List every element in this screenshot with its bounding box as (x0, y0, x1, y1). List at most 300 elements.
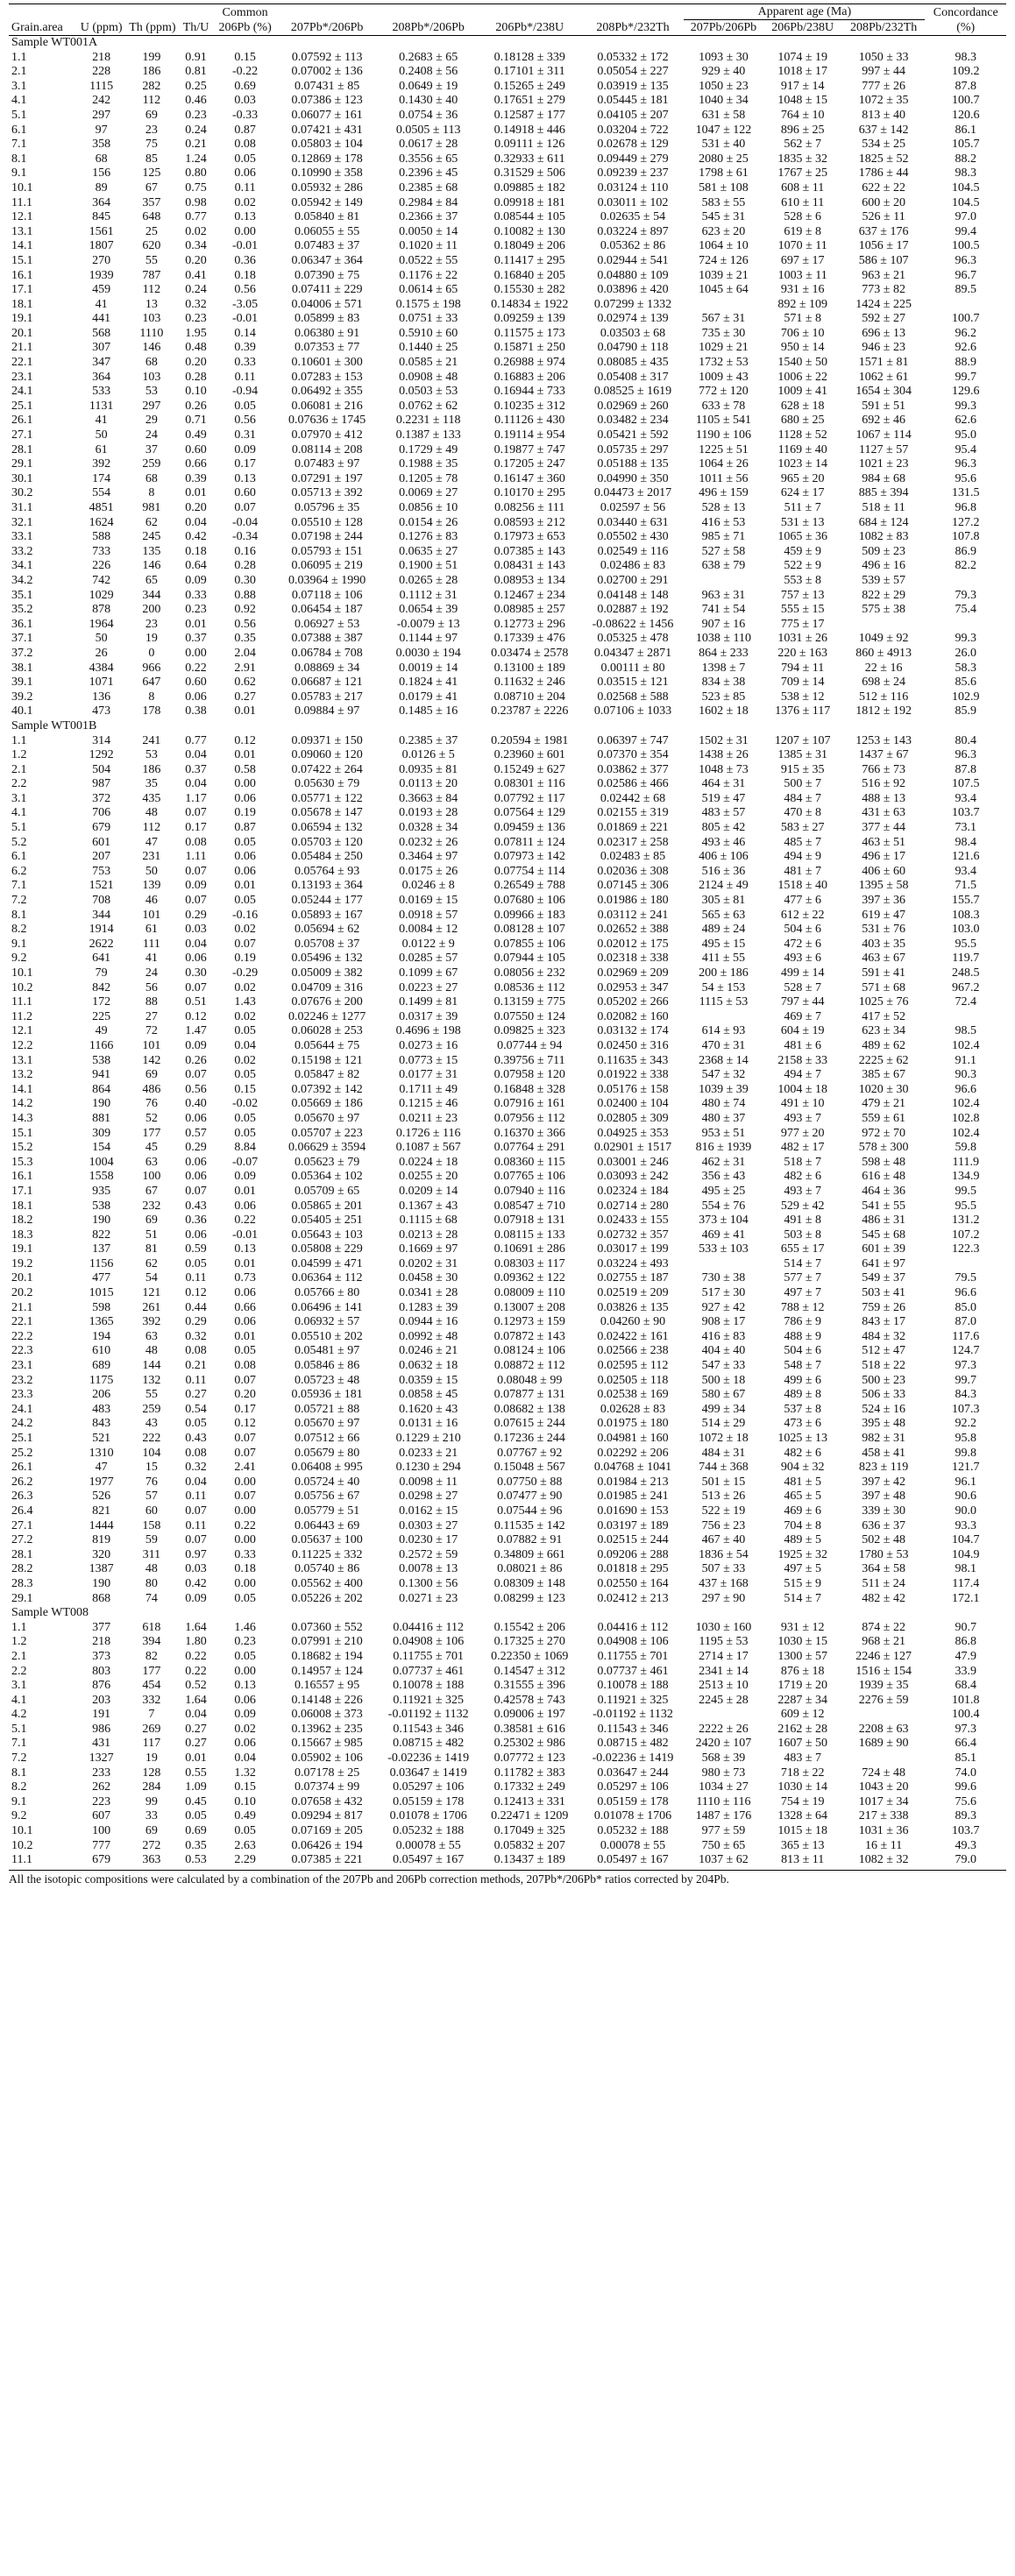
table-cell: 0.05679 ± 80 (295, 1446, 360, 1460)
table-cell: 0.56 (234, 283, 256, 297)
table-cell: 0.1144 ± 97 (399, 632, 458, 646)
table-cell: 495 ± 15 (701, 937, 746, 951)
table-cell: 0.01975 ± 180 (597, 1417, 669, 1431)
table-cell: 0.07550 ± 124 (493, 1009, 565, 1023)
table-cell: 0.02412 ± 213 (597, 1591, 669, 1605)
table-cell: 0.15530 ± 282 (493, 283, 565, 297)
table-cell: 539 ± 57 (862, 573, 905, 587)
table-cell: 494 ± 9 (784, 850, 822, 864)
table-cell: 1048 ± 73 (699, 762, 749, 776)
table-cell: 568 (92, 326, 111, 340)
table-cell: 103.7 (951, 1824, 980, 1838)
table-cell: 538 (92, 1053, 111, 1067)
table-cell: 96.3 (955, 253, 976, 267)
table-cell: 459 (92, 283, 111, 297)
table-cell: 0.05779 ± 51 (295, 1504, 360, 1518)
table-cell: 8 (148, 486, 155, 500)
table-cell: 0.09294 ± 817 (291, 1809, 363, 1823)
table-cell: 512 ± 47 (862, 1344, 905, 1358)
table-cell: 23.1 (11, 1359, 33, 1373)
table-cell: 0.1499 ± 81 (399, 995, 458, 1009)
table-cell: 1064 ± 26 (699, 457, 749, 471)
table-cell: 102.4 (951, 1097, 980, 1111)
table-cell: 14.3 (11, 1111, 33, 1125)
table-cell: 0.07483 ± 37 (295, 239, 360, 253)
table-cell: 1029 (89, 588, 114, 602)
table-cell: 0.05054 ± 227 (597, 65, 669, 79)
table-cell: 112 (142, 821, 161, 835)
table-cell: 0.29 (185, 1141, 207, 1155)
table-cell: 591 ± 51 (862, 399, 905, 413)
table-cell: 34.1 (11, 559, 33, 573)
table-cell: 0.1300 ± 56 (399, 1576, 458, 1590)
table-cell: 0.05 (234, 1649, 256, 1663)
table-cell: 0.13 (234, 471, 256, 485)
table-cell: 1977 (89, 1475, 114, 1489)
table-cell: 0.2683 ± 65 (399, 50, 458, 64)
table-cell: 950 ± 14 (780, 341, 825, 355)
table-cell: 0.04416 ± 112 (393, 1620, 465, 1634)
table-cell: 10.2 (11, 1838, 33, 1852)
table-cell: 117.4 (952, 1576, 980, 1590)
table-cell: 96.3 (955, 748, 976, 762)
sample-header-row (9, 36, 1006, 51)
table-row (9, 1635, 1006, 1650)
table-cell: 0.06492 ± 355 (291, 385, 363, 399)
table-cell: 0.05421 ± 592 (597, 428, 669, 442)
table-cell: 0.05159 ± 178 (597, 1794, 669, 1808)
table-cell: 142 (142, 1053, 161, 1067)
table-row (9, 909, 1006, 924)
table-cell: 231 (142, 850, 161, 864)
table-cell: 735 ± 30 (701, 326, 746, 340)
table-row (9, 1665, 1006, 1680)
table-cell: 0.1215 ± 46 (399, 1097, 458, 1111)
table-cell: 0.06 (185, 1228, 207, 1242)
table-row (9, 748, 1006, 763)
table-cell: 1502 ± 31 (699, 733, 749, 747)
table-cell: 0.02246 ± 1277 (288, 1009, 366, 1023)
table-row (9, 1548, 1006, 1563)
table-cell: 0.0992 ± 48 (399, 1329, 458, 1343)
table-cell: 17.1 (11, 1184, 33, 1198)
table-cell: 356 ± 43 (701, 1170, 746, 1184)
table-cell: 0.04 (185, 748, 207, 762)
table-row (9, 879, 1006, 894)
table-cell: 0.09 (185, 879, 207, 893)
table-cell: 0.05721 ± 88 (295, 1402, 360, 1416)
table-cell: 85 (145, 152, 158, 166)
table-cell: 48 (145, 1344, 158, 1358)
table-cell: 499 ± 34 (701, 1402, 746, 1416)
table-cell: 0.62 (234, 676, 256, 690)
table-cell: 2.1 (11, 1649, 27, 1663)
table-row (9, 1286, 1006, 1301)
table-cell: 704 ± 8 (784, 1518, 822, 1532)
table-cell: 8 (148, 690, 155, 704)
table-cell: 0.07421 ± 431 (291, 123, 363, 137)
table-cell: 0.16370 ± 366 (493, 1126, 565, 1140)
table-cell: 0.07 (185, 806, 207, 820)
table-cell: 97 (95, 123, 108, 137)
table-cell: 931 ± 12 (780, 1620, 825, 1634)
table-cell: 0.05244 ± 177 (291, 894, 363, 908)
table-cell: 0.77 (185, 733, 207, 747)
table-cell: 0.75 (185, 180, 207, 195)
table-cell: 483 ± 7 (784, 1752, 822, 1766)
table-cell: 46 (145, 894, 158, 908)
table-cell: 104.9 (951, 1547, 980, 1561)
table-cell: 14.1 (11, 1082, 33, 1096)
table-cell: 309 (92, 1126, 111, 1140)
table-cell: 61 (95, 442, 108, 456)
table-cell: 491 ± 10 (780, 1097, 825, 1111)
table-cell: 103 (142, 312, 161, 326)
table-cell: 0.0617 ± 28 (399, 138, 458, 152)
table-cell: 0.13100 ± 189 (493, 661, 565, 675)
table-cell: 692 ± 46 (862, 414, 905, 428)
table-cell: 482 ± 17 (780, 1141, 825, 1155)
table-cell: 554 ± 76 (701, 1199, 746, 1213)
table-cell: 0.04006 ± 571 (291, 297, 363, 311)
table-cell: 0.1575 ± 198 (395, 297, 461, 311)
table-cell: 515 ± 9 (784, 1576, 822, 1590)
table-cell: 0.11 (234, 370, 256, 384)
table-cell: 0.04908 ± 106 (393, 1635, 465, 1649)
table-cell: 127.2 (951, 515, 980, 529)
table-cell: 0.05703 ± 120 (291, 835, 363, 849)
table-cell: 85.9 (955, 704, 976, 718)
table-cell: 0.06594 ± 132 (291, 821, 363, 835)
table-cell: 464 ± 36 (862, 1184, 905, 1198)
table-cell: 10.2 (11, 980, 33, 994)
table-cell: 0.02944 ± 541 (597, 253, 669, 267)
table-cell: 6.2 (11, 864, 27, 878)
table-cell: 2162 ± 28 (777, 1722, 828, 1736)
table-cell: 0.23 (185, 312, 207, 326)
table-cell: 54 ± 153 (701, 980, 746, 994)
table-cell: 528 ± 7 (784, 980, 822, 994)
table-cell: 0.55 (185, 1766, 207, 1780)
table-cell: 206 (92, 1388, 111, 1402)
table-cell: 608 ± 11 (781, 180, 825, 195)
table-cell: 628 ± 18 (780, 399, 825, 413)
table-cell: 4.2 (11, 1708, 27, 1722)
table-cell: 50 (95, 632, 108, 646)
table-cell: 1376 ± 117 (775, 704, 831, 718)
table-row (9, 501, 1006, 516)
table-row (9, 1752, 1006, 1766)
table-cell: 868 (92, 1591, 111, 1605)
table-cell: 0.0224 ± 18 (399, 1155, 458, 1169)
table-cell: 339 ± 30 (862, 1504, 905, 1518)
table-cell: 0.02568 ± 588 (597, 690, 669, 704)
table-row (9, 618, 1006, 633)
table-cell: 0.1115 ± 68 (399, 1214, 458, 1228)
table-cell: 29.1 (11, 1591, 33, 1605)
table-cell: 0.0298 ± 27 (399, 1490, 458, 1504)
table-cell: 2.29 (234, 1853, 256, 1867)
table-cell: 1071 (89, 676, 114, 690)
table-cell: 0.22 (234, 1214, 256, 1228)
table-cell: 0.17049 ± 325 (493, 1824, 565, 1838)
table-row (9, 400, 1006, 414)
table-cell: 95.8 (955, 1432, 976, 1445)
table-cell: 598 ± 48 (862, 1155, 905, 1169)
table-cell: 0.05297 ± 106 (597, 1780, 669, 1794)
table-cell: 708 (92, 894, 111, 908)
table-cell: 0.07877 ± 131 (493, 1388, 565, 1402)
table-cell: 2246 ± 127 (855, 1649, 912, 1663)
table-cell: 18.3 (11, 1228, 33, 1242)
table-cell: 966 (142, 661, 161, 675)
table-cell: 0.15249 ± 627 (493, 762, 565, 776)
table-cell: 332 (142, 1693, 161, 1707)
table-cell: 0.07385 ± 221 (291, 1853, 363, 1867)
table-cell: 2080 ± 25 (699, 152, 749, 166)
table-cell: 526 ± 11 (862, 210, 905, 224)
table-cell: 225 (92, 1009, 111, 1023)
table-cell: 987 (92, 777, 111, 791)
table-cell: 0.05932 ± 286 (291, 180, 363, 195)
table-cell: 86.9 (955, 544, 976, 558)
table-cell: 0.15198 ± 121 (291, 1053, 363, 1067)
table-cell: 0.07970 ± 412 (291, 428, 363, 442)
table-cell: 297 (92, 108, 111, 122)
table-cell: 0.1099 ± 67 (399, 966, 458, 980)
table-cell: 190 (92, 1576, 111, 1590)
table-cell: 1.46 (234, 1620, 256, 1634)
table-cell: 1767 ± 25 (777, 166, 828, 180)
table-row (9, 152, 1006, 167)
table-cell: 8.1 (11, 908, 27, 922)
table-cell: 365 ± 13 (780, 1838, 825, 1852)
table-cell: 0.08009 ± 110 (493, 1286, 565, 1300)
table-cell: 0.18 (234, 1562, 256, 1576)
table-cell: 158 (142, 1518, 161, 1532)
table-cell: 0.03017 ± 199 (597, 1242, 669, 1256)
table-cell: 0.07744 ± 94 (497, 1038, 563, 1052)
table-cell: 0.05708 ± 37 (295, 937, 360, 951)
table-cell: 0.09239 ± 237 (597, 166, 669, 180)
table-cell: 228 (92, 65, 111, 79)
table-cell: 111.9 (952, 1155, 979, 1169)
table-cell: 500 ± 18 (701, 1373, 746, 1387)
table-cell: 0.42578 ± 743 (493, 1693, 565, 1707)
table-cell: 0.06380 ± 91 (295, 326, 360, 340)
table-row (9, 1780, 1006, 1795)
table-cell: 864 ± 233 (699, 646, 749, 660)
table-cell: 85.6 (955, 676, 976, 690)
table-cell: 0.03224 ± 493 (597, 1256, 669, 1270)
table-cell: 0.10 (185, 385, 207, 399)
table-cell: 0.3556 ± 65 (399, 152, 458, 166)
table-cell: 0.07737 ± 461 (393, 1664, 465, 1678)
table-cell: 0.12 (234, 733, 256, 747)
table-cell: 528 ± 13 (701, 501, 746, 514)
table-cell: 0.11755 ± 701 (597, 1649, 669, 1663)
table-cell: 22 ± 16 (864, 661, 903, 675)
table-cell: 0.60 (234, 486, 256, 500)
table-cell: 462 ± 31 (701, 1155, 746, 1169)
table-cell: 917 ± 14 (780, 79, 825, 93)
table-cell: 0.08301 ± 116 (493, 777, 565, 791)
table-cell: 0.07 (185, 980, 207, 994)
table-cell: 9.1 (11, 166, 27, 180)
table-cell: 51 (145, 1228, 158, 1242)
table-cell: 3.1 (11, 791, 27, 805)
table-cell: 121.7 (951, 1461, 980, 1475)
table-cell: 435 (142, 791, 161, 805)
table-cell: 0.07918 ± 131 (493, 1214, 565, 1228)
table-cell: 0.02635 ± 54 (600, 210, 666, 224)
table-cell: 0.09 (234, 1170, 256, 1184)
table-cell: 0.00 (234, 1533, 256, 1547)
table-cell: 0.35 (234, 632, 256, 646)
table-cell: 0.32933 ± 611 (493, 152, 565, 166)
table-cell: 0.06 (234, 864, 256, 878)
table-cell: 531 ± 76 (862, 923, 905, 937)
table-cell: 0.15 (234, 1082, 256, 1096)
table-cell: 88 (145, 995, 158, 1009)
table-cell: 172 (92, 995, 111, 1009)
table-cell: 1689 ± 90 (858, 1737, 909, 1751)
table-cell: 0.06 (234, 1315, 256, 1329)
table-cell: 0.03 (234, 94, 256, 108)
table-cell: 92.6 (955, 341, 976, 355)
table-cell: 724 ± 48 (862, 1766, 905, 1780)
table-cell: 0.09884 ± 97 (295, 704, 360, 718)
table-cell: 1444 (89, 1518, 114, 1532)
table-cell: 834 ± 38 (701, 676, 746, 690)
table-cell: 0.02969 ± 260 (597, 399, 669, 413)
table-cell: 1964 (89, 617, 114, 631)
table-cell: 0 (148, 646, 155, 660)
table-cell: 385 ± 67 (862, 1068, 905, 1082)
table-cell: 107.3 (951, 1402, 980, 1416)
table-cell: 0.0285 ± 57 (399, 952, 458, 966)
table-cell: 0.05445 ± 181 (597, 94, 669, 108)
table-cell: 8.2 (11, 923, 27, 937)
table-cell: 1387 (89, 1562, 114, 1576)
table-cell: 0.08985 ± 257 (493, 603, 565, 617)
table-row (9, 1200, 1006, 1214)
table-cell: 0.05226 ± 202 (291, 1591, 363, 1605)
table-cell: 706 (92, 806, 111, 820)
table-cell: 1438 ± 26 (699, 748, 749, 762)
table-cell: 0.11 (185, 1271, 207, 1285)
table-cell: 40.1 (11, 704, 33, 718)
table-cell: 0.09006 ± 197 (493, 1708, 565, 1722)
table-cell: 1003 ± 11 (777, 268, 827, 282)
table-cell: 0.01690 ± 153 (597, 1504, 669, 1518)
table-cell: 86.8 (955, 1635, 976, 1649)
table-cell: 571 ± 8 (784, 312, 822, 326)
table-cell: 485 ± 7 (784, 835, 822, 849)
table-cell: 0.08115 ± 133 (493, 1228, 565, 1242)
table-cell: 0.12869 ± 178 (291, 152, 363, 166)
table-row (9, 1417, 1006, 1432)
table-cell: 15.1 (11, 253, 33, 267)
table-cell: 0.02 (234, 980, 256, 994)
table-cell: 33.1 (11, 530, 33, 544)
table-cell: 1.47 (185, 1024, 207, 1038)
table-cell: 1017 ± 34 (858, 1794, 909, 1808)
table-cell: 0.04709 ± 316 (291, 980, 363, 994)
table-cell: 1072 ± 18 (699, 1432, 749, 1445)
table-cell: 0.98 (185, 195, 207, 209)
table-cell: 512 ± 116 (859, 690, 909, 704)
table-cell: 0.0265 ± 28 (399, 573, 458, 587)
table-cell: 97.0 (955, 210, 976, 224)
table-row (9, 516, 1006, 531)
table-cell: 8.1 (11, 152, 27, 166)
table-cell: 0.66 (185, 457, 207, 471)
table-cell: 0.05 (234, 152, 256, 166)
table-cell: 13.1 (11, 224, 33, 238)
table-cell: 0.10082 ± 130 (493, 224, 565, 238)
table-cell: 0.05669 ± 186 (291, 1097, 363, 1111)
table-cell: 0.05644 ± 75 (295, 1038, 360, 1052)
table-cell: 0.20 (185, 356, 207, 370)
table-cell: 23 (145, 123, 158, 137)
table-cell: 0.11535 ± 142 (493, 1518, 565, 1532)
table-row (9, 283, 1006, 298)
table-cell: 876 ± 18 (780, 1664, 825, 1678)
table-cell: 2.04 (234, 646, 256, 660)
table-cell: 0.51 (185, 995, 207, 1009)
table-cell: 0.07764 ± 291 (493, 1141, 565, 1155)
table-cell: 0.07370 ± 354 (597, 748, 669, 762)
table-cell: 0.0303 ± 27 (399, 1518, 458, 1532)
table-cell: 0.08360 ± 115 (493, 1155, 565, 1169)
table-cell: 0.08710 ± 204 (493, 690, 565, 704)
table-cell: 112 (142, 94, 161, 108)
table-cell: 517 ± 30 (701, 1286, 746, 1300)
table-cell: 86.1 (955, 123, 976, 137)
table-row (9, 894, 1006, 909)
table-cell (684, 1708, 763, 1723)
table-cell: 0.13 (234, 1242, 256, 1256)
table-cell (684, 1257, 763, 1272)
table-cell: 1025 ± 76 (858, 995, 909, 1009)
table-cell: 0.02 (234, 1722, 256, 1736)
table-cell: 100.7 (951, 94, 980, 108)
table-cell: 578 ± 300 (858, 1141, 909, 1155)
table-cell: 134.9 (951, 1170, 980, 1184)
table-cell: 0.2984 ± 84 (399, 195, 458, 209)
table-cell: 5.1 (11, 108, 27, 122)
table-cell: 684 ± 124 (858, 515, 909, 529)
table-cell: 0.32 (185, 297, 207, 311)
table-cell: 0.06426 ± 194 (291, 1838, 363, 1852)
table-cell: 0.17205 ± 247 (493, 457, 565, 471)
table-cell: 59.8 (955, 1141, 976, 1155)
table-cell: 777 ± 26 (862, 79, 905, 93)
table-cell: 59 (145, 1533, 158, 1547)
table-cell: 26 (95, 646, 108, 660)
table-cell: 27.1 (11, 1518, 33, 1532)
table-cell: 96.6 (955, 1082, 976, 1096)
table-cell: 0.02450 ± 316 (597, 1038, 669, 1052)
table-cell: 0.02 (185, 224, 207, 238)
table-cell: 245 (142, 530, 161, 544)
table-cell: 0.08715 ± 482 (597, 1737, 669, 1751)
table-cell: 0.02969 ± 209 (597, 966, 669, 980)
table-cell: 0.11543 ± 346 (393, 1722, 465, 1736)
table-cell: 65 (145, 573, 158, 587)
table-cell: 2.1 (11, 65, 27, 79)
